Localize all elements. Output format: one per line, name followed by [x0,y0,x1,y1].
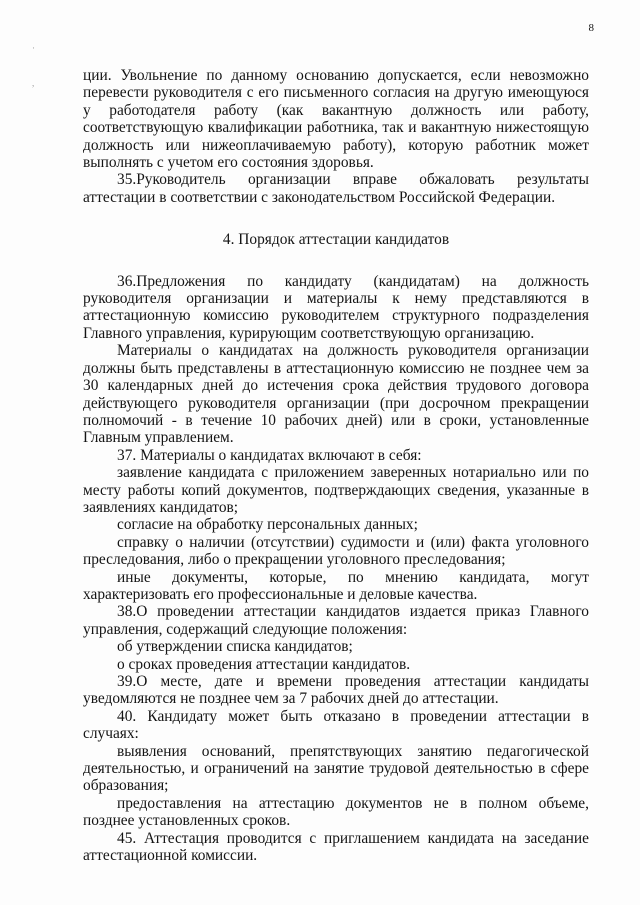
paragraph-materials-deadline: Материалы о кандидатах на должность руководителя организации должны быть представлены в аттестационную комиссию не позднее чем за 30 календарных дней до истечения срока действия трудового договора действующего руководителя организации (при досрочном прекращении полномочий - в течение 10 рабочих дней) или в сроки, установленные Главным управлением. [83,342,589,447]
list-item-consent: согласие на обработку персональных данных; [117,516,418,534]
scan-specks-decoration: · , [32,43,35,88]
paragraph-45: 45. Аттестация проводится с приглашением кандидата на заседание аттестационной комиссии. [83,829,589,865]
paragraph-37: 37. Материалы о кандидатах включают в себя: [117,446,422,464]
paragraph-38: 38.О проведении аттестации кандидатов издается приказ Главного управления, содержащий следующие положения: [83,603,589,638]
paragraph-36: 36.Предложения по кандидату (кандидатам) на должность руководителя организации и материалы к нему представляются в аттестационную комиссию руководителем структурного подразделения Главного управления, курирующим соответствующую организацию. [83,272,589,342]
list-item-other-documents: иные документы, которые, по мнению кандидата, могут характеризовать его профессиональные и деловые качества. [83,568,589,603]
paragraph-35: 35.Руководитель организации вправе обжаловать результаты аттестации в соответствии с законодательством Российской Федерации. [83,171,589,206]
document-body [83,67,589,864]
list-item-attestation-dates: о сроках проведения аттестации кандидатов. [117,655,411,673]
list-item-incomplete-documents: предоставления на аттестацию документов не в полном объеме, позднее установленных сроков. [83,794,589,830]
section-heading: 4. Порядок аттестации кандидатов [222,231,450,249]
paragraph-40: 40. Кандидату может быть отказано в проведении аттестации в случаях: [83,707,589,743]
list-item-grounds: выявления оснований, препятствующих занятию педагогической деятельностью, и ограничений на занятие трудовой деятельностью в сфере образования; [83,742,589,795]
list-item-candidate-list: об утверждении списка кандидатов; [117,638,353,656]
paragraph-39: 39.О месте, дате и времени проведения аттестации кандидаты уведомляются не позднее чем за 7 рабочих дней до аттестации. [83,673,589,708]
list-item-criminal-record: справку о наличии (отсутствии) судимости и (или) факта уголовного преследования, либо о прекращении уголовного преследования; [83,533,589,569]
paragraph-continuation: ции. Увольнение по данному основанию допускается, если невозможно перевести руководителя с его письменного согласия на другую имеющуюся у работодателя работу (как вакантную должность или работу, соответствующую квалификации работника, так и вакантную нижестоящую должность или нижеоплачиваемую работу), которую работник может выполнять с учетом его состояния здоровья. [83,67,589,172]
page-number: 8 [588,22,594,34]
list-item-application: заявление кандидата с приложением заверенных нотариально или по месту работы копий документов, подтверждающих сведения, указанные в заявлениях кандидатов; [83,464,589,516]
